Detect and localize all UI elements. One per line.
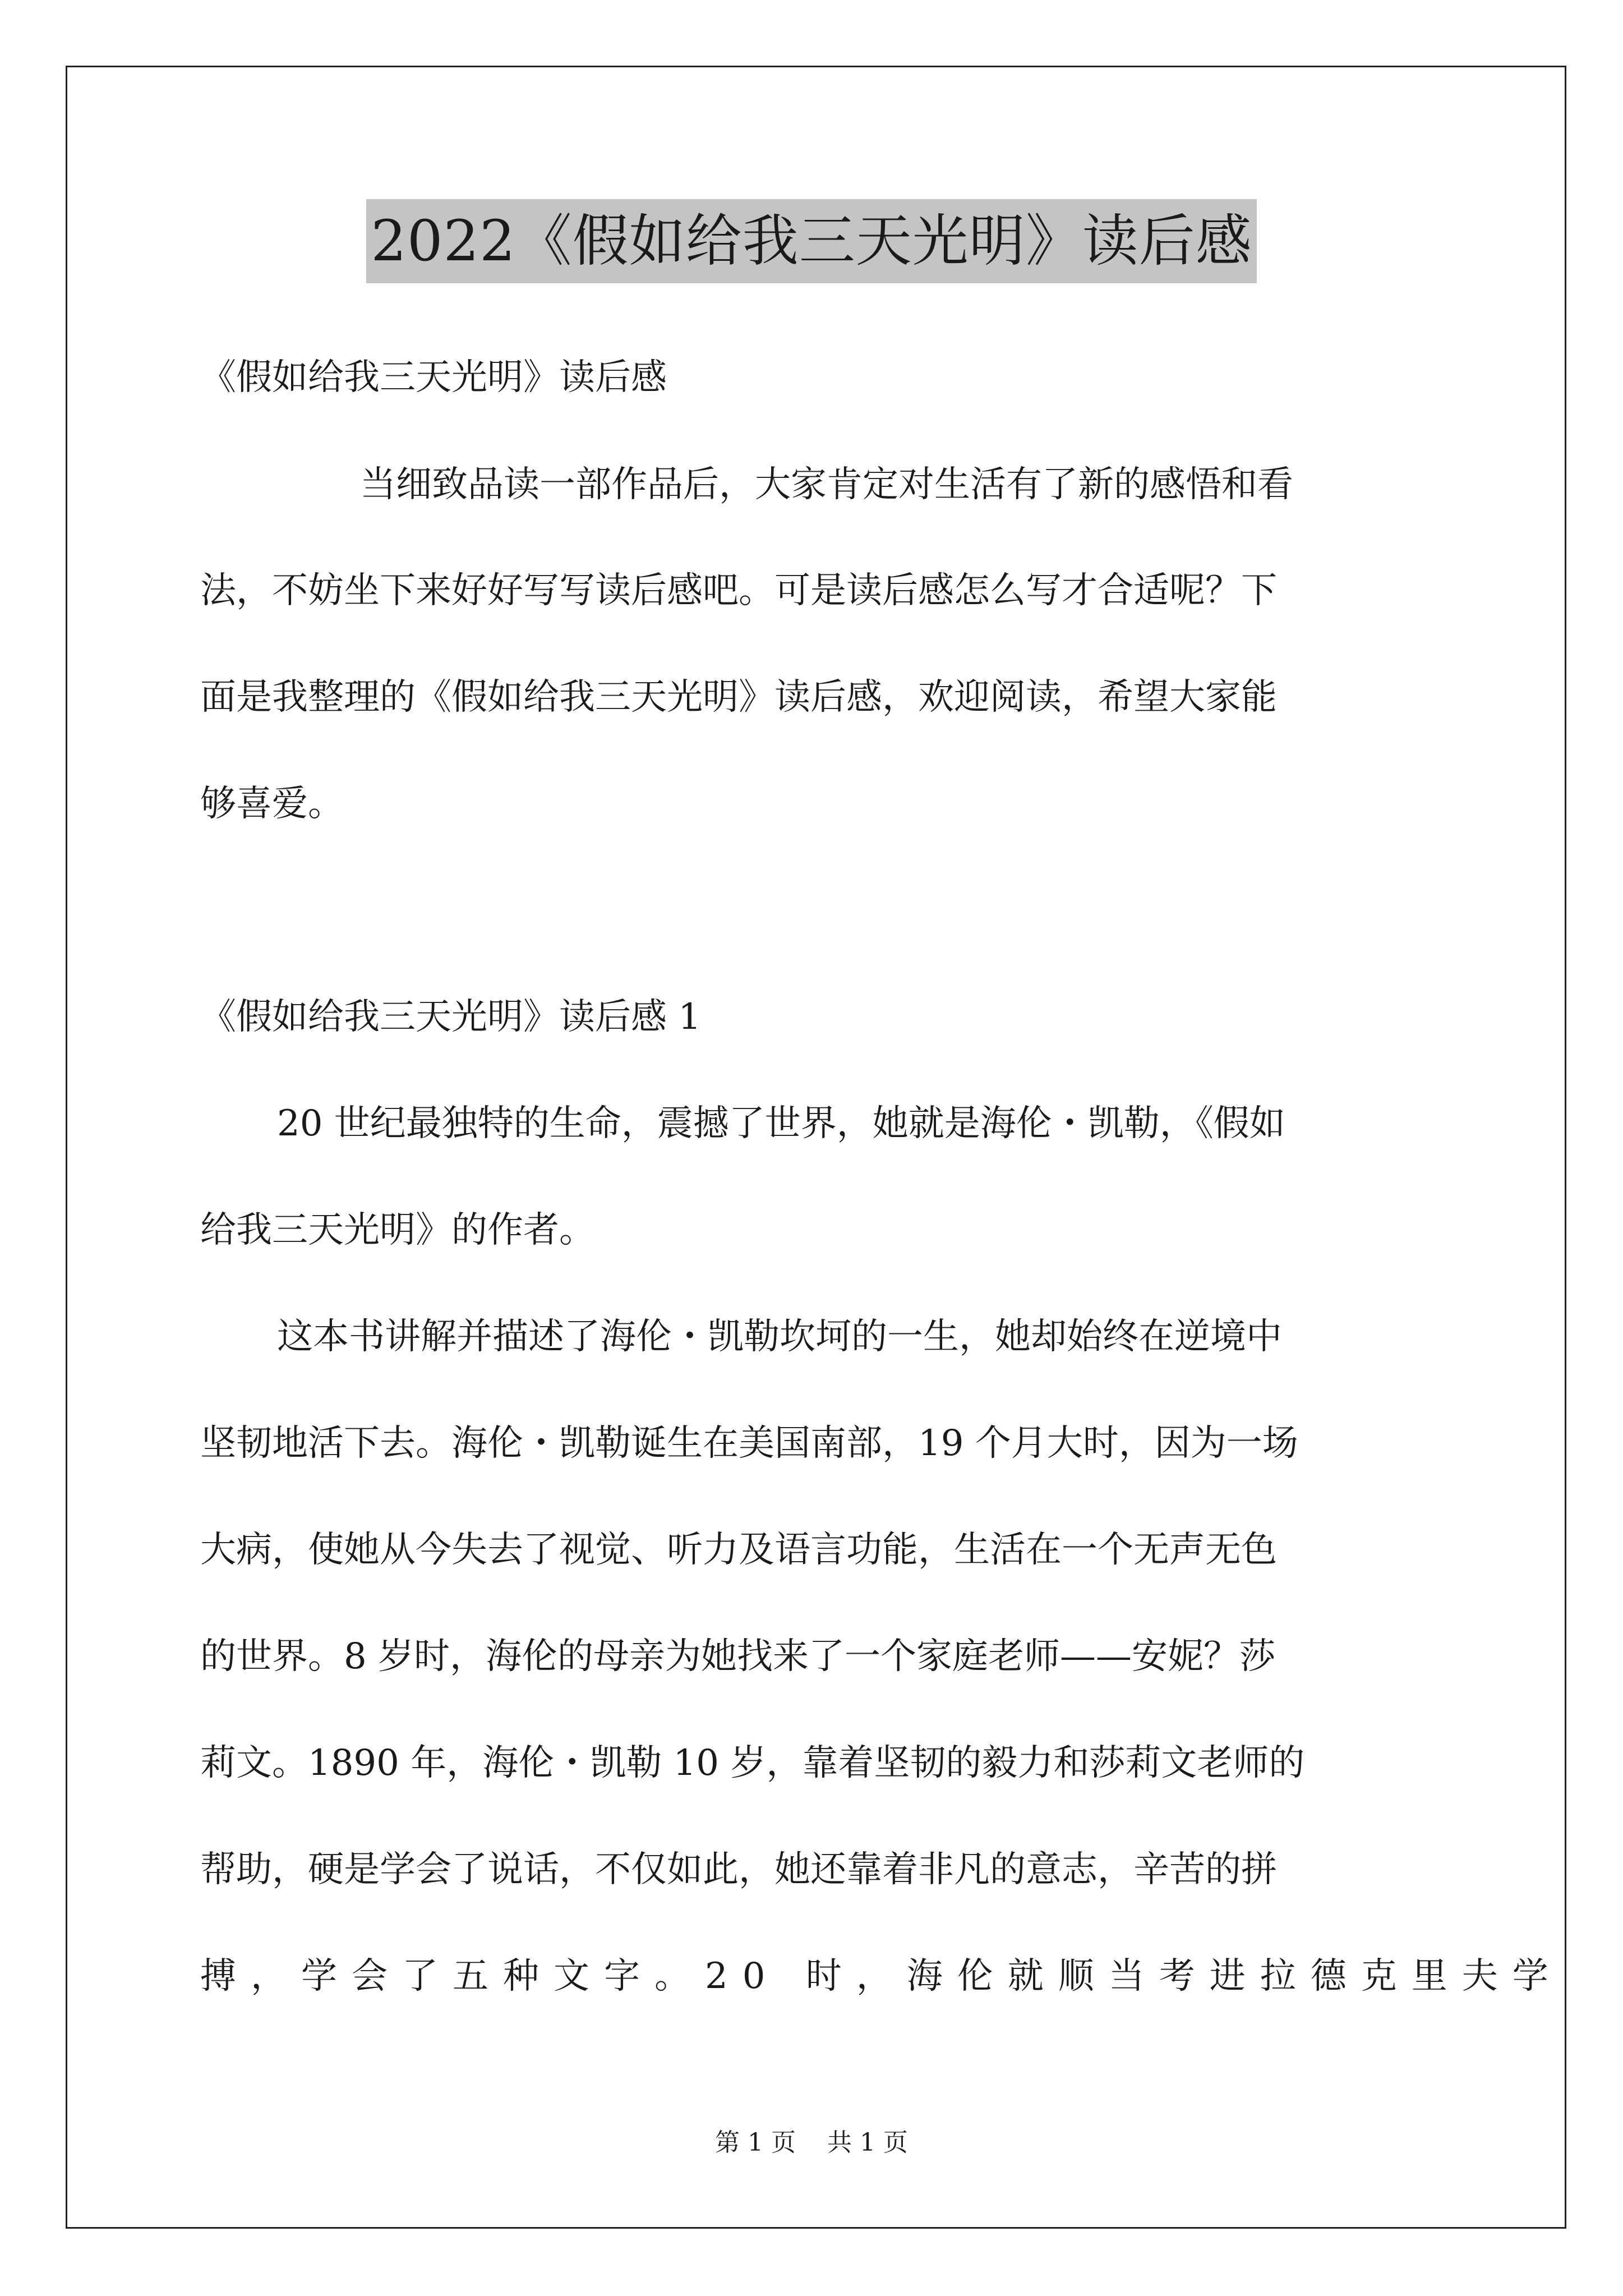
body-line: 面是我整理的《假如给我三天光明》读后感，欢迎阅读，希望大家能: [200, 677, 1277, 718]
body-line: 当细致品读一部作品后，大家肯定对生活有了新的感悟和看: [360, 464, 1293, 505]
body-line: 坚韧地活下去。海伦・凯勒诞生在美国南部，19 个月大时，因为一场: [200, 1423, 1298, 1464]
body-line: 20 世纪最独特的生命，震撼了世界，她就是海伦・凯勒，《假如: [277, 1103, 1285, 1144]
body-line: 的世界。8 岁时，海伦的母亲为她找来了一个家庭老师——安妮？莎: [200, 1636, 1276, 1677]
title-container: [0, 199, 1623, 283]
subtitle-line: 《假如给我三天光明》读后感: [200, 357, 667, 398]
body-line: 给我三天光明》的作者。: [200, 1209, 595, 1251]
body-line: 法，不妨坐下来好好写写读后感吧。可是读后感怎么写才合适呢？下: [200, 570, 1277, 611]
page-footer: 第 1 页 共 1 页: [715, 2128, 908, 2157]
body-line: 这本书讲解并描述了海伦・凯勒坎坷的一生，她却始终在逆境中: [277, 1316, 1282, 1358]
body-line: 搏，学会了五种文字。20 时，海伦就顺当考进拉德克里夫学: [200, 1955, 1563, 1997]
body-line: 大病，使她从今失去了视觉、听力及语言功能，生活在一个无声无色: [200, 1529, 1277, 1571]
document-title: 2022《假如给我三天光明》读后感: [366, 199, 1257, 283]
section-heading: 《假如给我三天光明》读后感 1: [200, 996, 702, 1038]
body-line: 莉文。1890 年，海伦・凯勒 10 岁，靠着坚韧的毅力和莎莉文老师的: [200, 1742, 1305, 1784]
body-line: 够喜爱。: [200, 783, 344, 825]
body-line: 帮助，硬是学会了说话，不仅如此，她还靠着非凡的意志，辛苦的拼: [200, 1849, 1277, 1890]
